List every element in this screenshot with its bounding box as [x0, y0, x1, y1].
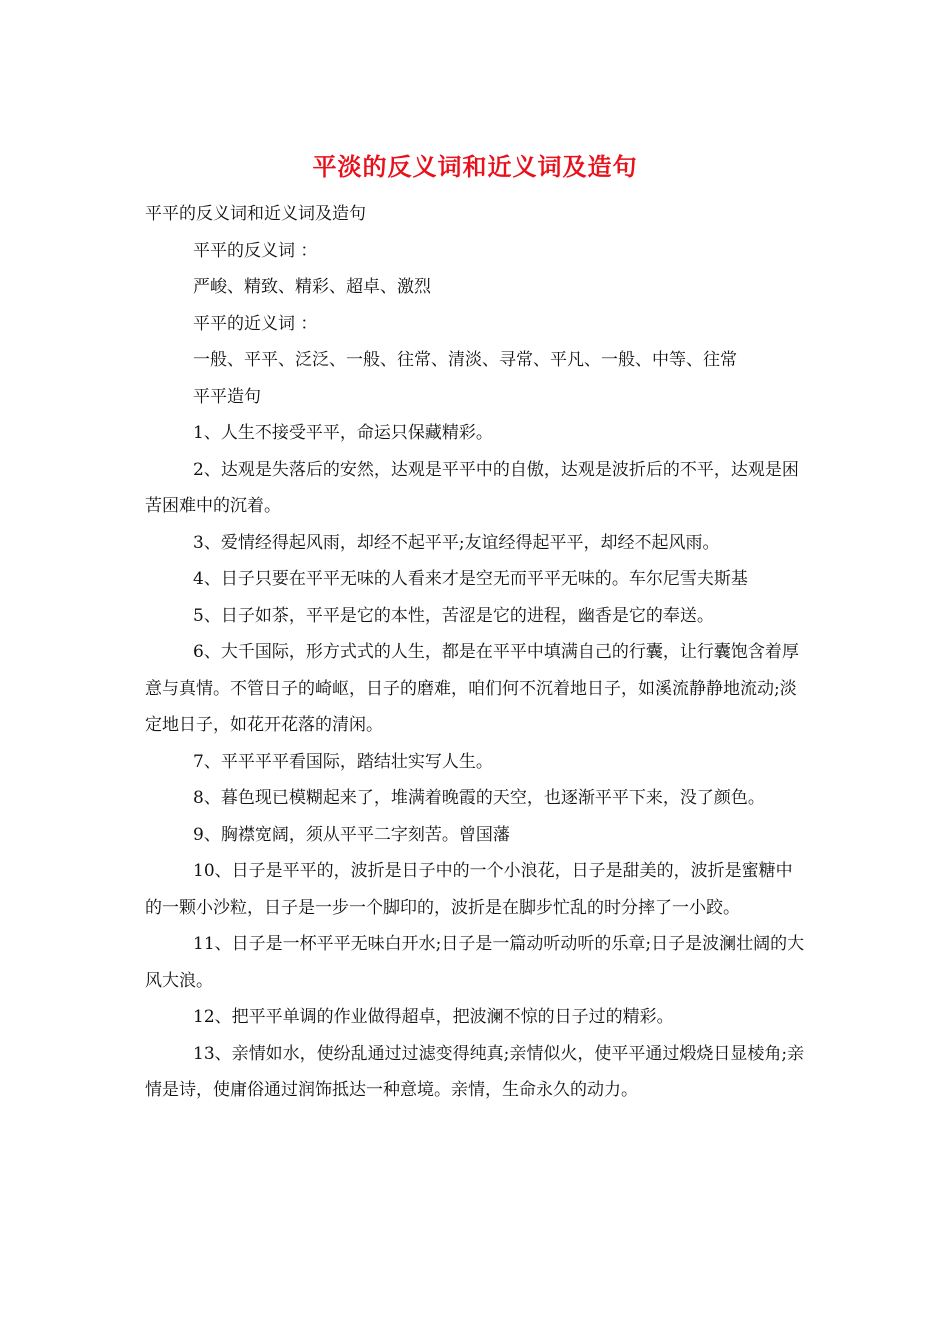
document-body	[145, 196, 807, 1109]
sentence-7: 7、平平平平看国际，踏结壮实写人生。	[193, 751, 493, 772]
sentence-11: 11、日子是一杯平平无味白开水;日子是一篇动听动听的乐章;日子是波澜壮阔的大风大浪。	[145, 934, 805, 991]
document-title: 平淡的反义词和近义词及造句	[312, 152, 638, 181]
sentence-5: 5、日子如茶，平平是它的本性，苦涩是它的进程，幽香是它的奉送。	[193, 605, 714, 626]
antonym-heading: 平平的反义词 ：	[193, 240, 318, 261]
sentence-10: 10、日子是平平的，波折是日子中的一个小浪花，日子是甜美的，波折是蜜糖中的一颗小沙粒，日子是一步一个脚印的，波折是在脚步忙乱的时分摔了一小跤。	[145, 861, 793, 918]
subtitle-line: 平平的反义词和近义词及造句	[145, 204, 366, 224]
sentence-13: 13、亲情如水，使纷乱通过过滤变得纯真;亲情似火，使平平通过煅烧日显棱角;亲情是诗，使庸俗通过润饰抵达一种意境。亲情，生命永久的动力。	[145, 1043, 805, 1100]
sentence-4: 4、日子只要在平平无味的人看来才是空无而平平无味的。车尔尼雪夫斯基	[193, 569, 748, 589]
sentence-6: 6、大千国际，形方式式的人生，都是在平平中填满自己的行囊，让行囊饱含着厚意与真情。不管日子的崎岖，日子的磨难，咱们何不沉着地日子，如溪流静静地流动;淡定地日子，如花开花落的清闲。	[145, 642, 799, 735]
sentence-heading: 平平造句	[193, 386, 261, 407]
synonym-list: 一般、平平、泛泛、一般、往常、清淡、寻常、平凡、一般、中等、往常	[193, 350, 737, 370]
sentence-3: 3、爱情经得起风雨，却经不起平平;友谊经得起平平，却经不起风雨。	[193, 532, 720, 553]
sentence-2: 2、达观是失落后的安然，达观是平平中的自傲，达观是波折后的不平，达观是困苦困难中的沉着。	[145, 459, 799, 516]
synonym-heading: 平平的近义词 ：	[193, 313, 318, 334]
sentence-8: 8、暮色现已模糊起来了，堆满着晚霞的天空，也逐渐平平下来，没了颜色。	[193, 788, 765, 808]
sentence-12: 12、把平平单调的作业做得超卓，把波澜不惊的日子过的精彩。	[193, 1007, 674, 1027]
sentence-9: 9、胸襟宽阔，须从平平二字刻苦。曾国藩	[193, 824, 510, 845]
antonym-list: 严峻、精致、精彩、超卓、激烈	[193, 277, 431, 297]
sentence-1: 1、人生不接受平平，命运只保藏精彩。	[193, 423, 493, 443]
